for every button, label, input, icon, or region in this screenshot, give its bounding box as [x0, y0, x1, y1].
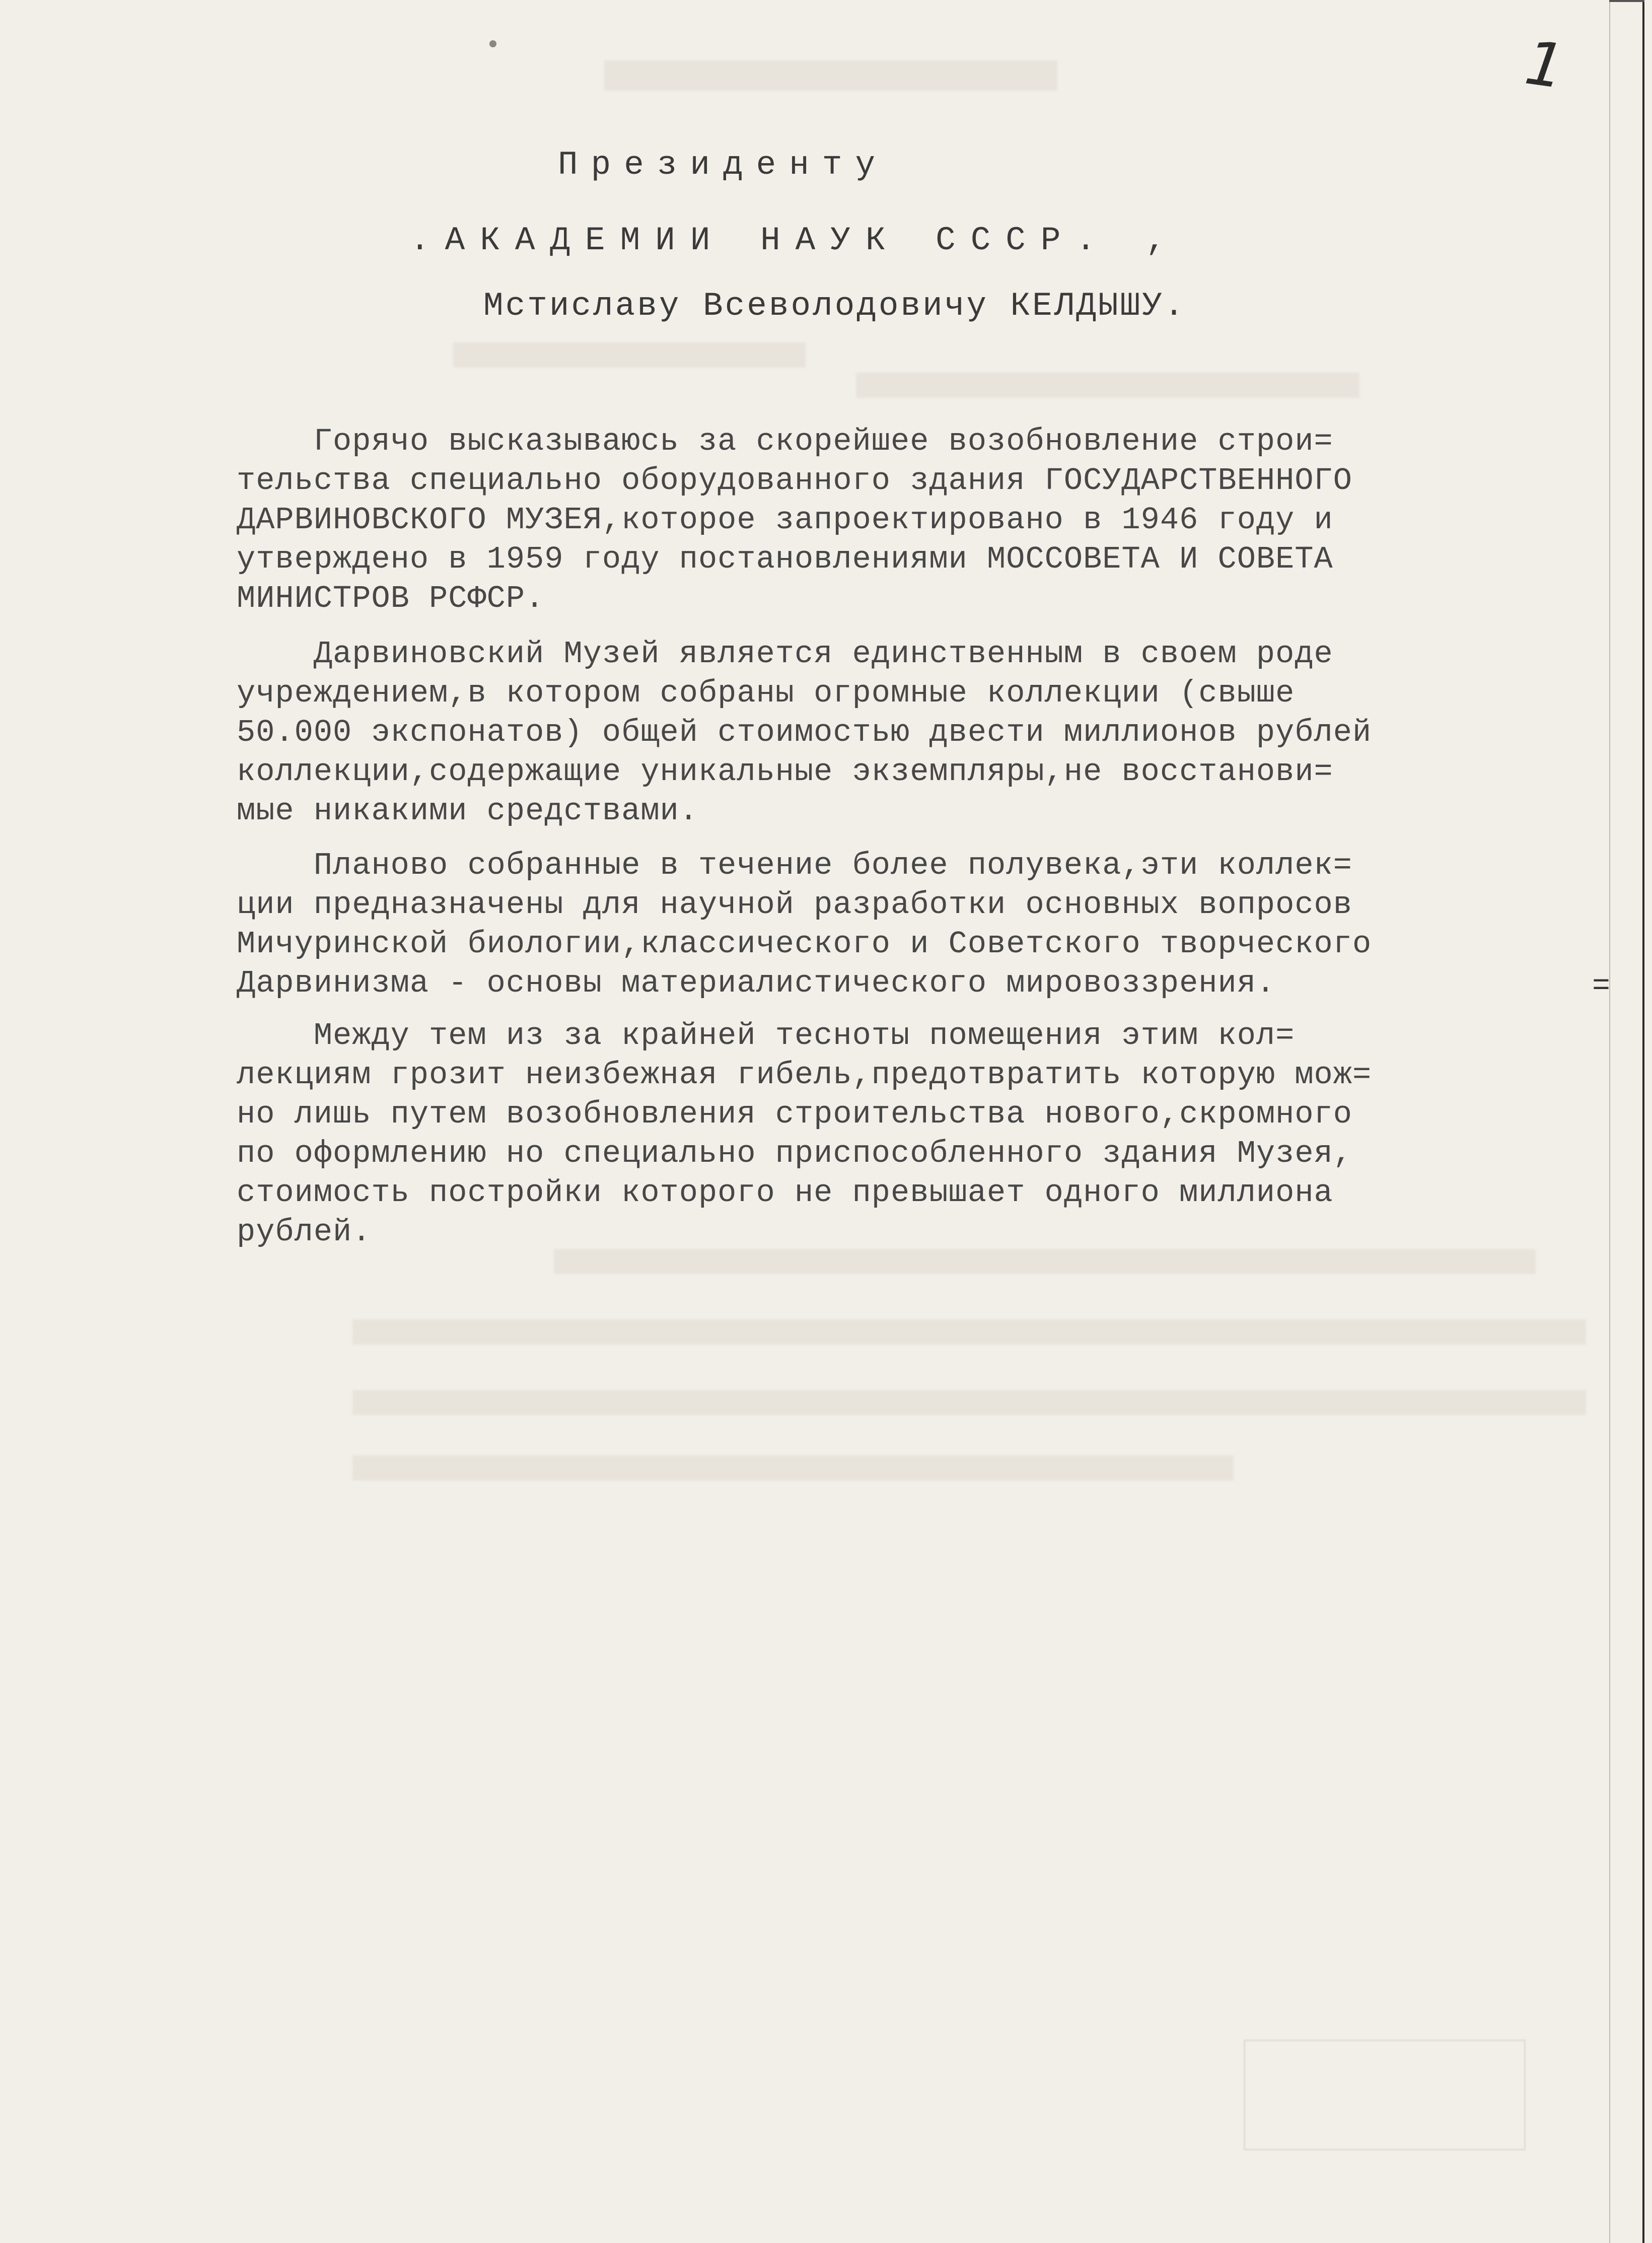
- paragraph: Между тем из за крайней тесноты помещения этим кол= лекциям грозит неизбежная гибель,предотвратить которую мож= но лишь путем возобновления строительства нового,скромного по оформлению но специально приспособленного здания Музея, стоимость постройки которого не превышает одного миллиона рублей.: [237, 1018, 1372, 1250]
- bleed-through-text: [352, 1319, 1586, 1345]
- addressee-title: Президенту: [558, 146, 889, 184]
- bleed-through-text: [604, 60, 1057, 91]
- bleed-through-text: [352, 1455, 1234, 1481]
- page-border-shadow: [1609, 0, 1610, 2243]
- page-number: 1: [1521, 28, 1569, 103]
- bleed-through-text: [453, 342, 806, 368]
- archive-stamp: [1244, 2040, 1526, 2150]
- paragraph: Дарвиновский Музей является единственным в своем роде учреждением,в котором собраны огромные коллекции (свыше 50.000 экспонатов) общей стоимостью двести миллионов рублей коллекции,содержащие уникальные экземпляры,не восстанови= мые никакими средствами.: [237, 636, 1372, 829]
- punch-dot: [489, 40, 496, 47]
- bleed-through-text: [554, 1249, 1536, 1274]
- page-corner: [1609, 0, 1644, 2]
- addressee-name: Мстиславу Всеволодовичу КЕЛДЫШУ.: [483, 287, 1186, 325]
- margin-mark: =: [1592, 969, 1611, 1004]
- bleed-through-text: [856, 373, 1359, 398]
- bleed-through-text: [352, 1390, 1586, 1415]
- paragraph: Горячо высказываюсь за скорейшее возобновление строи= тельства специально оборудованного здания ГОСУДАРСТВЕННОГО ДАРВИНОВСКОГО МУЗЕЯ,которое запроектировано в 1946 году и утверждено в 1959 году постановлениями МОССОВЕТА И СОВЕТА МИНИСТРОВ РСФСР.: [237, 424, 1352, 616]
- paragraph: Планово собранные в течение более полувека,эти коллек= ции предназначены для научной разработки основных вопросов Мичуринской биологии,классического и Советского творческого Дарвинизма - основы материалистического мировоззрения.: [237, 848, 1372, 1001]
- page-border: [1642, 0, 1644, 2243]
- addressee-organization: .АКАДЕМИИ НАУК СССР. ,: [410, 222, 1181, 259]
